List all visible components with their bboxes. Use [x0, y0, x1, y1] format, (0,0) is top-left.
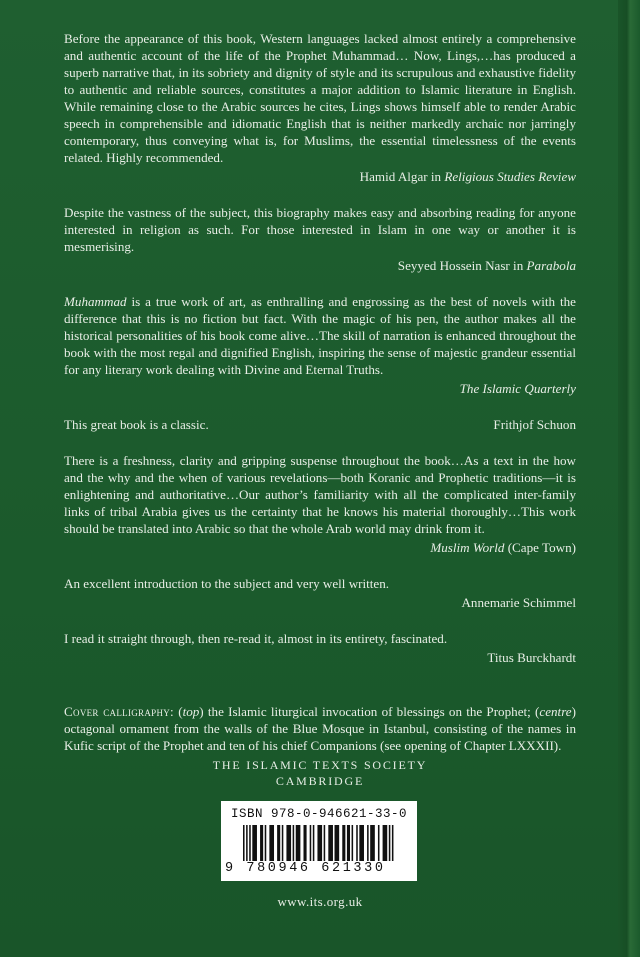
review-nasr [64, 204, 576, 274]
publisher-city: CAMBRIDGE [275, 774, 365, 788]
review-muslim-world [64, 452, 576, 556]
back-cover-text [64, 30, 576, 767]
review-attribution [64, 380, 576, 397]
barcode-bar [313, 825, 315, 861]
review-text: An excellent introduction to the subject and very well written. [64, 576, 390, 591]
cover-calligraphy-note: Cover calligraphy: (top) the Islamic liturgical invocation of blessings on the Prophet; (centre) octagonal ornament from the walls of the Blue Mosque in Istanbul, consisting of the names in Kufic script of the Prophet and ten of his chief Companions (see opening of Chapter LXXXII). [64, 704, 576, 753]
review-source: Parabola [526, 258, 576, 273]
spine-edge [618, 0, 640, 957]
barcode-bar [317, 825, 322, 861]
review-algar [64, 30, 576, 185]
barcode-bar [378, 825, 380, 861]
review-islamic-quarterly [64, 293, 576, 397]
cover-note-heading: Cover calligraphy: [64, 704, 174, 719]
barcode-bar [324, 825, 326, 861]
barcode-bar [367, 825, 369, 861]
barcode-bar [260, 825, 263, 861]
review-text: Muhammad is a true work of art, as enthralling and engrossing as the best of novels with the difference that this is no fiction but fact. With the magic of his pen, the author makes all the historical personalities of his book come alive…The skill of narration is enhanced throughout the book with the most regal and dignified English, inspiring the sense of majestic grandeur essential for any literary work dealing with Divine and Eternal Truths. [64, 294, 576, 377]
barcode-bar [265, 825, 267, 861]
barcode-digits: 9 780946 621330 [225, 861, 386, 876]
barcode-bar [370, 825, 375, 861]
barcode-bar [356, 825, 358, 861]
barcode-bar [342, 825, 345, 861]
barcode-bar [392, 825, 394, 861]
review-attribution: Annemarie Schimmel [461, 595, 576, 610]
review-attribution: Titus Burckhardt [487, 650, 576, 665]
barcode-label [221, 801, 417, 881]
barcode-bar [282, 825, 284, 861]
barcode-bar [252, 825, 257, 861]
barcode-bar [328, 825, 333, 861]
review-text: There is a freshness, clarity and gripping suspense throughout the book…As a text in the how and the why and the when of various revelations—both Koranic and Prophetic traditions—it is enlightening and authoritative…Our author’s familiarity with all the complicated inter-family links of tribal Arabia gives us the certainty that he knows his material thoroughly…This work should be translated into Arabic so that the whole Arab world may drink from it. [64, 453, 576, 536]
review-schuon [64, 416, 576, 433]
barcode-bar [249, 825, 251, 861]
barcode-bar [269, 825, 274, 861]
publisher-imprint [0, 757, 640, 789]
review-burckhardt [64, 630, 576, 666]
barcode-bar [277, 825, 280, 861]
barcode-bar [359, 825, 364, 861]
review-text: Before the appearance of this book, Western languages lacked almost entirely a comprehensive and authentic account of the life of the Prophet Muhammad… Now, Lings,…has produced a superb narrative that, in its sobriety and dignity of style and its scrupulous and exhaustive fidelity to authentic and reliable sources, constitutes a major addition to Islamic literature in English. While remaining close to the Arabic sources he cites, Lings shows himself able to render Arabic speech in comprehensible and idiomatic English that is neither markedly archaic nor jarringly contemporary, thus conveying what is, for Muslims, the essential timelessness of the events related. Highly recommended. [64, 31, 576, 165]
website-url: www.its.org.uk [277, 894, 363, 909]
barcode-bar [389, 825, 391, 861]
publisher-name: THE ISLAMIC TEXTS SOCIETY [212, 758, 428, 772]
review-attribution: Seyyed Hossein Nasr in Parabola [397, 258, 576, 273]
barcode-bar [383, 825, 388, 861]
barcode-bar [243, 825, 245, 861]
review-schimmel [64, 575, 576, 611]
barcode-bar [352, 825, 354, 861]
review-attribution: Muslim World (Cape Town) [430, 540, 576, 555]
review-source: The Islamic Quarterly [459, 381, 576, 396]
barcode-bar [286, 825, 291, 861]
review-text: This great book is a classic. [64, 417, 209, 432]
review-attribution: Frithjof Schuon [493, 417, 576, 432]
barcode-bar [347, 825, 350, 861]
review-text: I read it straight through, then re-read it, almost in its entirety, fascinated. [64, 631, 448, 646]
barcode-bar [310, 825, 312, 861]
review-source: Religious Studies Review [444, 169, 576, 184]
review-source: Muslim World [430, 540, 505, 555]
review-attribution: Hamid Algar in Religious Studies Review [359, 169, 576, 184]
barcode-bar [303, 825, 306, 861]
barcode-bars [243, 825, 403, 863]
barcode-bar [246, 825, 248, 861]
review-text: Despite the vastness of the subject, this biography makes easy and absorbing reading for anyone interested in religion as such. For those interested in Islam in one way or another it is mesmerising. [64, 205, 576, 254]
barcode-bar [335, 825, 340, 861]
isbn-text: ISBN 978-0-946621-33-0 [230, 807, 408, 821]
barcode-bar [296, 825, 301, 861]
barcode-bar [293, 825, 295, 861]
